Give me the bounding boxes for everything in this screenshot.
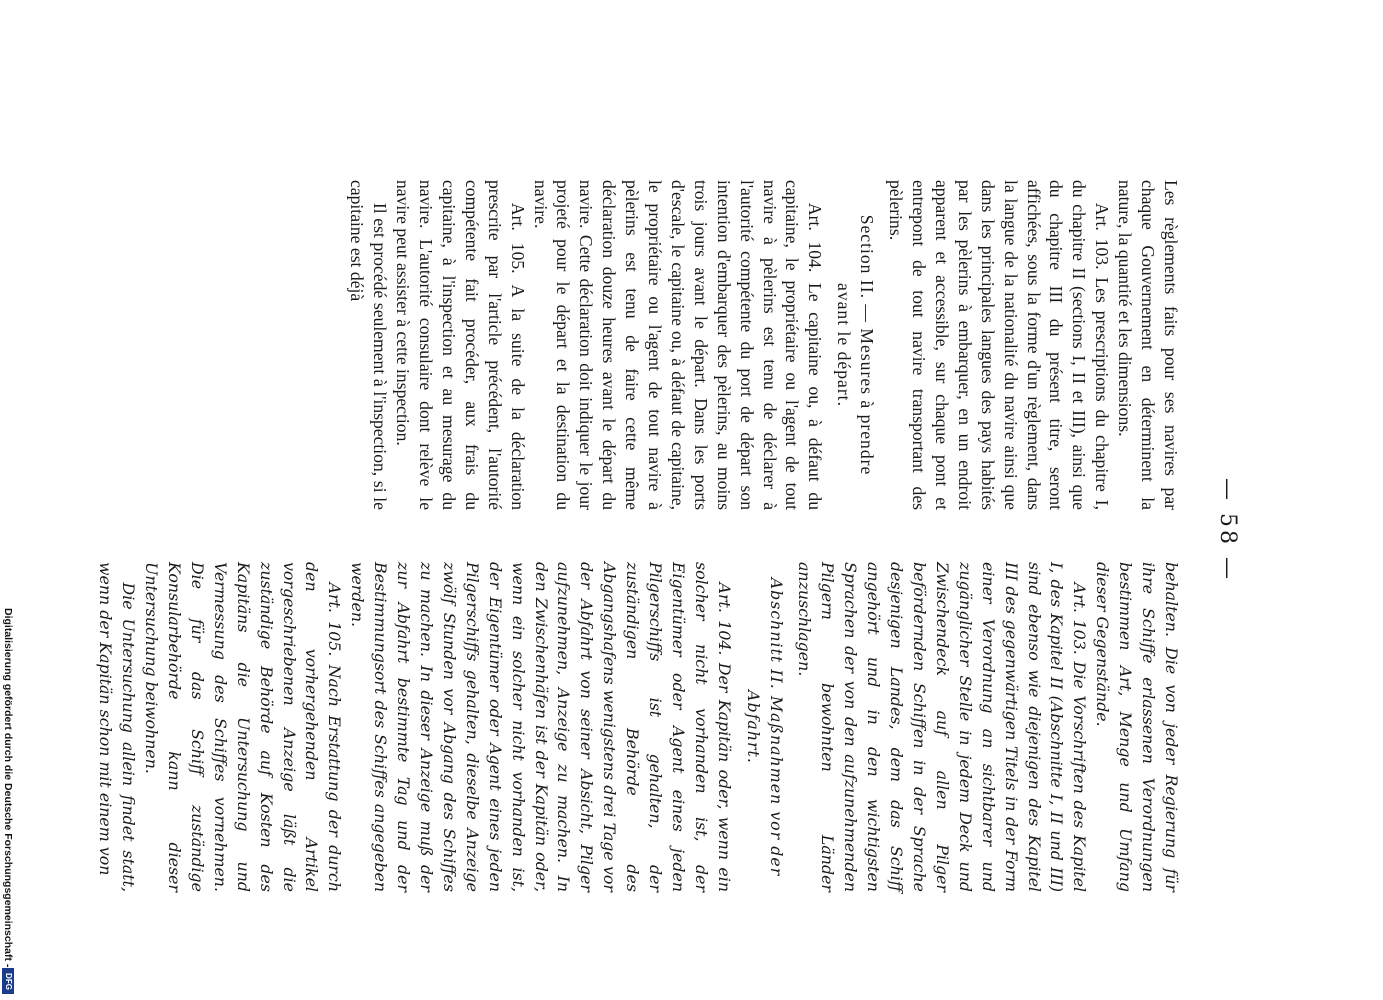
article-103-fr: Art. 103. Les prescriptions du chapitre I, du chapitre II (sections I, II et III), ainsi que du chapitre III du présent titre, seront affichées, sous la forme d'un règlement, dans la langue de la nationalité du navire ainsi que dans les principales langues des pays habités par les pèlerins à embarquer, en un endroit apparent et accessible, sur chaque pont et entrepont de tout navire transportant des pèlerins. [886, 180, 1113, 510]
section-heading-de [741, 562, 787, 892]
paragraph: Les règlements faits pour ses navires par chaque Gouvernement en déterminent la nature, la quantité et les dimensions. [1115, 180, 1181, 510]
article-103-de: Art. 103. Die Vorschriften des Kapitel I, des Kapitel II (Abschnitte I, II und III) sind ebenso wie diejenigen des Kapitel III des gegenwärtigen Titels in der Form einer Verordnung an sichtbarer und zugänglicher Stelle in jedem Deck und Zwischendeck auf allen Pilger befördernden Schiffen in der Sprache desjenigen Landes, dem das Schiff angehört und in den wichtigsten Sprachen der von den aufzunehmenden Pilgern bewohnten Länder anzuschlagen. [795, 562, 1090, 892]
paragraph: Die Untersuchung allein findet statt, wenn der Kapitän schon mit einem von [96, 562, 139, 892]
document-page [96, 180, 1240, 892]
article-104-fr: Art. 104. Le capitaine ou, à défaut du capitaine, le propriétaire ou l'agent de tout navire à pèlerins est tenu de déclarer à l'autorité compétente du port de départ son intention d'embarquer des pèlerins, au moins trois jours avant le départ. Dans les ports d'escale, le capitaine ou, à défaut de capitaine, le propriétaire ou l'agent de tout navire à pèlerins est tenu de faire cette même déclaration douze heures avant le départ du navire. Cette déclaration doit indiquer le jour projeté pour le départ et la destination du navire. [530, 180, 826, 510]
paragraph: behalten. Die von jeder Regierung für ihre Schiffe erlassenen Verordnungen bestimmen Art, Menge und Umfang dieser Gegenstände. [1093, 562, 1181, 892]
section-heading-fr [832, 180, 878, 510]
section-heading-line: Abfahrt. [743, 690, 763, 764]
dfg-logo [2, 968, 14, 994]
digitization-credit: Digitalisierung gefördert durch die Deutsche Forschungsgemeinschaft - [2, 608, 14, 968]
article-104-de: Art. 104. Der Kapitän oder, wenn ein solcher nicht vorhanden ist, der Eigentümer oder Agent eines jeden Pilgerschiffs ist gehalten, der zuständigen Behörde des Abgangshafens wenigstens drei Tage vor der Abfahrt von seiner Absicht, Pilger aufzunehmen, Anzeige zu machen. In den Zwischenhäfen ist der Kapitän oder, wenn ein solcher nicht vorhanden ist, der Eigentümer oder Agent eines jeden Pilgerschiffs gehalten, dieselbe Anzeige zwölf Stunden vor Abgang des Schiffes zu machen. In dieser Anzeige muß der zur Abfahrt bestimmte Tag und der Bestimmungsort des Schiffes angegeben werden. [348, 562, 734, 892]
section-heading-line: avant le départ. [834, 283, 855, 407]
page-number: — 58 — [1215, 478, 1240, 582]
section-heading-line: Section II. — Mesures à prendre [857, 214, 878, 476]
german-column [93, 562, 1182, 892]
paragraph: Il est procédé seulement à l'inspection, si le capitaine est déjà [347, 180, 391, 510]
section-heading-line: Abschnitt II. Maßnahmen vor der [766, 577, 786, 877]
article-105-de: Art. 105. Nach Erstattung der durch den vorhergehenden Artikel vorgeschriebenen Anzeige läßt die zuständige Behörde auf Kosten des Kapitäns die Untersuchung und Vermessung des Schiffes vornehmen. Die für das Schiff zuständige Konsularbehörde kann dieser Untersuchung beiwohnen. [142, 562, 345, 892]
dfg-logo-text: DFG [3, 972, 13, 990]
french-column [345, 180, 1182, 510]
article-105-fr: Art. 105. A la suite de la déclaration prescrite par l'article précédent, l'autorité compétente fait procéder, aux frais du capitaine, à l'inspection et au mesurage du navire. L'autorité consulaire dont relève le navire peut assister à cette inspection. [393, 180, 528, 510]
